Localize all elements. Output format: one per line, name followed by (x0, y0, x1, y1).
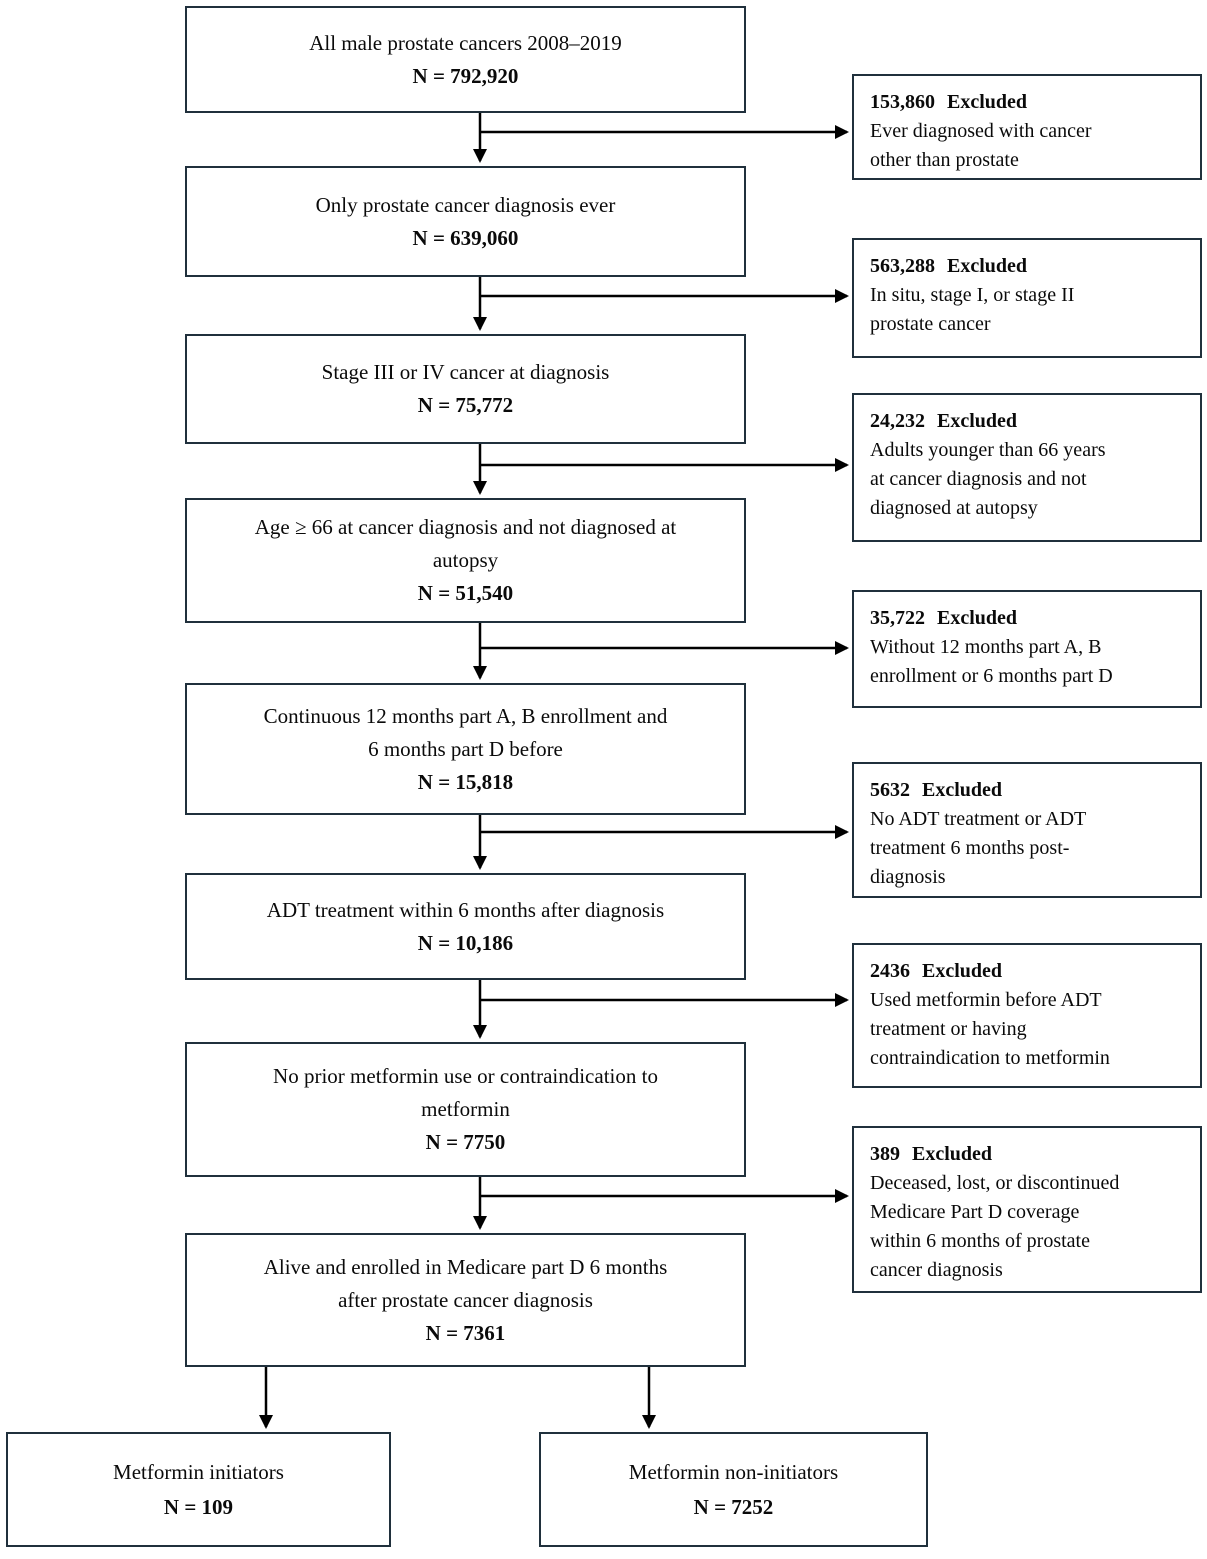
step-n-value: N = 51,540 (417, 581, 514, 605)
step-label: Only prostate cancer diagnosis ever (315, 192, 616, 217)
step-box-only-prostate-diagnosis (185, 166, 746, 277)
outcome-box-metformin-non-initiators (539, 1432, 928, 1547)
exclusion-reason: at cancer diagnosis and not (870, 468, 1087, 490)
step-label: 6 months part D before (368, 736, 563, 761)
step-box-no-prior-metformin (185, 1042, 746, 1177)
step-label: All male prostate cancers 2008–2019 (309, 30, 622, 55)
exclusion-box-no-adt (852, 762, 1202, 898)
exclusion-header (870, 604, 1184, 633)
step-label: Age ≥ 66 at cancer diagnosis and not diagnosed at (254, 515, 677, 539)
step-label: Continuous 12 months part A, B enrollment and (263, 703, 668, 728)
exclusion-label: Excluded (947, 91, 1028, 113)
exclusion-label: Excluded (922, 960, 1003, 982)
exclusion-header (870, 252, 1184, 281)
exclusion-reason: treatment or having (870, 1018, 1027, 1040)
exclusion-reason: No ADT treatment or ADT (870, 808, 1087, 830)
step-label: after prostate cancer diagnosis (338, 1287, 593, 1312)
exclusion-reason: diagnosis (870, 866, 946, 888)
exclusion-count: 153,860 (870, 91, 935, 113)
exclusion-reason: Ever diagnosed with cancer (870, 120, 1092, 142)
step-box-age-66-plus (185, 498, 746, 623)
exclusion-reason: Adults younger than 66 years (870, 439, 1106, 461)
exclusion-header (870, 88, 1184, 117)
exclusion-box-prior-metformin (852, 943, 1202, 1088)
exclusion-count: 2436 (870, 960, 910, 982)
exclusion-reason: diagnosed at autopsy (870, 497, 1038, 519)
step-n-value: N = 7361 (425, 1320, 506, 1345)
exclusion-label: Excluded (922, 779, 1003, 801)
exclusion-box-no-enrollment (852, 590, 1202, 708)
exclusion-reason: treatment 6 months post- (870, 837, 1070, 859)
step-box-stage-iii-iv (185, 334, 746, 444)
step-label: ADT treatment within 6 months after diagnosis (266, 897, 665, 922)
step-box-all-male-prostate-cancers (185, 6, 746, 113)
exclusion-label: Excluded (937, 410, 1018, 432)
outcome-n-value: N = 7252 (693, 1494, 774, 1519)
exclusion-box-other-cancer (852, 74, 1202, 180)
exclusion-label: Excluded (937, 607, 1018, 629)
outcome-n-value: N = 109 (163, 1494, 234, 1519)
exclusion-header (870, 957, 1184, 986)
exclusion-count: 563,288 (870, 255, 935, 277)
exclusion-reason: Without 12 months part A, B (870, 636, 1102, 658)
exclusion-count: 24,232 (870, 410, 925, 432)
step-n-value: N = 7750 (425, 1130, 506, 1154)
exclusion-count: 5632 (870, 779, 910, 801)
exclusion-count: 35,722 (870, 607, 925, 629)
outcome-box-metformin-initiators (6, 1432, 391, 1547)
exclusion-header (870, 1140, 1184, 1169)
exclusion-reason: within 6 months of prostate (870, 1230, 1090, 1252)
step-box-continuous-enrollment (185, 683, 746, 815)
exclusion-box-early-stage (852, 238, 1202, 358)
step-label: No prior metformin use or contraindication to (273, 1064, 658, 1088)
step-label: autopsy (432, 548, 499, 572)
exclusion-reason: Medicare Part D coverage (870, 1201, 1080, 1223)
exclusion-reason: In situ, stage I, or stage II (870, 284, 1075, 306)
exclusion-reason: cancer diagnosis (870, 1259, 1003, 1281)
exclusion-count: 389 (870, 1143, 900, 1165)
step-n-value: N = 639,060 (412, 225, 519, 250)
step-label: metformin (421, 1097, 510, 1121)
step-n-value: N = 792,920 (412, 63, 519, 88)
exclusion-reason: Deceased, lost, or discontinued (870, 1172, 1120, 1194)
exclusion-reason: other than prostate (870, 149, 1019, 171)
step-box-alive-enrolled-part-d (185, 1233, 746, 1367)
exclusion-label: Excluded (912, 1143, 993, 1165)
exclusion-reason: enrollment or 6 months part D (870, 665, 1113, 687)
exclusion-header (870, 776, 1184, 805)
outcome-label: Metformin initiators (113, 1459, 284, 1484)
exclusion-reason: prostate cancer (870, 313, 991, 335)
exclusion-reason: contraindication to metformin (870, 1047, 1110, 1069)
exclusion-box-deceased-lost (852, 1126, 1202, 1293)
exclusion-reason: Used metformin before ADT (870, 989, 1102, 1011)
exclusion-label: Excluded (947, 255, 1028, 277)
step-n-value: N = 15,818 (417, 769, 514, 794)
exclusion-box-younger-than-66 (852, 393, 1202, 542)
exclusion-header (870, 407, 1184, 436)
step-n-value: N = 75,772 (417, 393, 514, 417)
step-box-adt-treatment (185, 873, 746, 980)
step-label: Stage III or IV cancer at diagnosis (321, 360, 610, 384)
step-n-value: N = 10,186 (417, 930, 514, 955)
step-label: Alive and enrolled in Medicare part D 6 months (263, 1254, 668, 1279)
outcome-label: Metformin non-initiators (628, 1459, 839, 1484)
